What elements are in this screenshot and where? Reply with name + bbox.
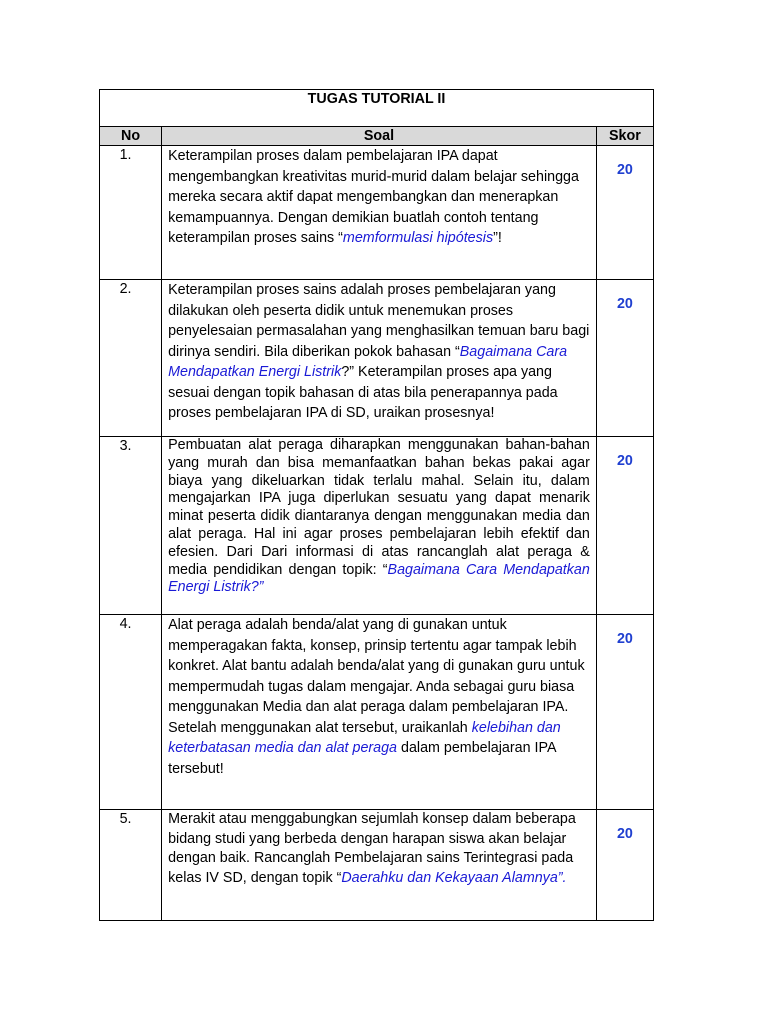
document-title: TUGAS TUTORIAL II <box>100 90 654 127</box>
row-number: 5. <box>100 810 162 921</box>
table-row <box>100 146 654 280</box>
question-text: Merakit atau menggabungkan sejumlah konsep dalam beberapa bidang studi yang berbeda dengan harapan siswa akan belajar dengan baik. Rancanglah Pembelajaran sains Terintegrasi pada kelas IV SD, dengan topik “Daerahku dan Kekayaan Alamnya”. <box>162 810 597 921</box>
table-row <box>100 280 654 437</box>
table-row <box>100 810 654 921</box>
row-number: 4. <box>100 615 162 810</box>
header-no: No <box>100 127 162 146</box>
header-soal: Soal <box>162 127 597 146</box>
score-value: 20 <box>596 437 653 615</box>
highlighted-topic: kelebihan dan keterbatasan media dan alat peraga <box>168 719 561 756</box>
row-number: 1. <box>100 146 162 280</box>
score-value: 20 <box>596 810 653 921</box>
question-text: Keterampilan proses dalam pembelajaran IPA dapat mengembangkan kreativitas murid-murid dalam belajar sehingga mereka secara aktif dapat mengembangkan dan menerapkan kemampuannya. Dengan demikian buatlah contoh tentang keterampilan proses sains “memformulasi hipótesis”! <box>162 146 597 280</box>
header-skor: Skor <box>596 127 653 146</box>
score-value: 20 <box>596 615 653 810</box>
table-row <box>100 437 654 615</box>
highlighted-topic: memformulasi hipótesis <box>342 230 494 246</box>
table-header-row <box>100 127 654 146</box>
question-text: Pembuatan alat peraga diharapkan menggunakan bahan-bahan yang murah dan bisa memanfaatkan bahan bekas pakai agar biaya yang dikeluarkan tidak terlalu mahal. Selain itu, dalam mengajarkan IPA juga diperlukan sesuatu yang dapat menarik minat peserta didik diantaranya dengan menggunakan media dan alat peraga. Hal ini agar proses pembelajaran lebih efektif dan efesien. Dari Dari informasi di atas rancanglah alat peraga & media pendidikan dengan topik: “Bagaimana Cara Mendapatkan Energi Listrik?” <box>162 437 597 615</box>
row-number: 2. <box>100 280 162 437</box>
highlighted-topic: Bagaimana Cara Mendapatkan Energi Listrik <box>168 343 568 380</box>
score-value: 20 <box>596 280 653 437</box>
assignment-table <box>99 89 654 921</box>
question-text: Alat peraga adalah benda/alat yang di gunakan untuk memperagakan fakta, konsep, prinsip tertentu agar tampak lebih konkret. Alat bantu adalah benda/alat yang di gunakan guru untuk mempermudah tugas dalam mengajar. Anda sebagai guru biasa menggunakan Media dan alat peraga dalam pembelajaran IPA. Setelah menggunakan alat tersebut, uraikanlah kelebihan dan keterbatasan media dan alat peraga dalam pembelajaran IPA tersebut! <box>162 615 597 810</box>
highlighted-topic: Daerahku dan Kekayaan Alamnya”. <box>341 869 567 886</box>
score-value: 20 <box>596 146 653 280</box>
row-number: 3. <box>100 437 162 615</box>
question-text: Keterampilan proses sains adalah proses pembelajaran yang dilakukan oleh peserta didik untuk menemukan proses penyelesaian permasalahan yang menghasilkan temuan baru bagi dirinya sendiri. Bila diberikan pokok bahasan “Bagaimana Cara Mendapatkan Energi Listrik?” Keterampilan proses apa yang sesuai dengan topik bahasan di atas bila penerapannya pada proses pembelajaran IPA di SD, uraikan prosesnya! <box>162 280 597 437</box>
highlighted-topic: Bagaimana Cara Mendapatkan Energi Listrik?” <box>168 561 590 596</box>
table-row <box>100 615 654 810</box>
